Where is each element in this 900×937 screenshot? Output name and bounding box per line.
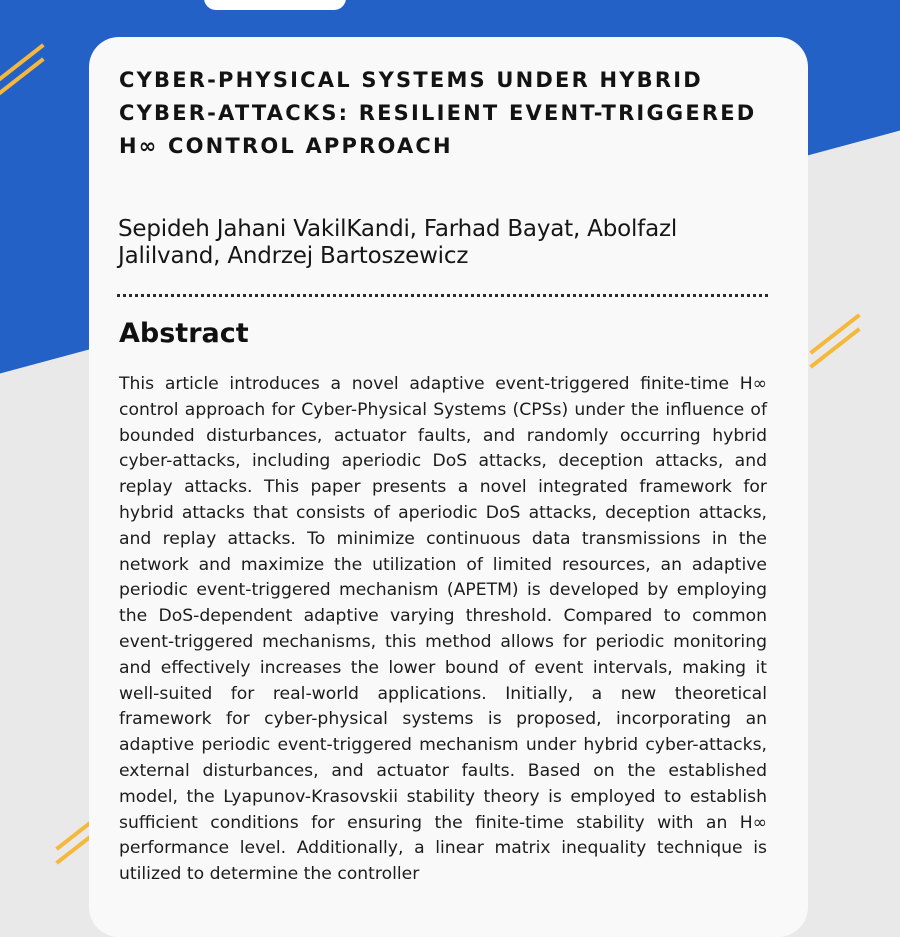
- dotted-divider: [117, 294, 768, 297]
- decorative-stripes-right: [800, 312, 870, 382]
- top-white-tab: [204, 0, 346, 10]
- abstract-heading: Abstract: [119, 318, 249, 349]
- decorative-stripes-top-left: [0, 40, 70, 120]
- paper-authors: Sepideh Jahani VakilKandi, Farhad Bayat, Abolfazl Jalilvand, Andrzej Bartoszewicz: [118, 216, 678, 269]
- abstract-body: This article introduces a novel adaptive event-triggered finite-time H∞ control approach for Cyber-Physical Systems (CPSs) under the influence of bounded disturbances, actuator faults, and randomly occurring hybrid cyber-attacks, including aperiodic DoS attacks, deception attacks, and replay attacks. This paper presents a novel integrated framework for hybrid attacks that consists of aperiodic DoS attacks, deception attacks, and replay attacks. To minimize continuous data transmissions in the network and maximize the utilization of limited resources, an adaptive periodic event-triggered mechanism (APETM) is developed by employing the DoS-dependent adaptive varying threshold. Compared to common event-triggered mechanisms, this method allows for periodic monitoring and effectively increases the lower bound of event intervals, making it well-suited for real-world applications. Initially, a new theoretical framework for cyber-physical systems is proposed, incorporating an adaptive periodic event-triggered mechanism under hybrid cyber-attacks, external disturbances, and actuator faults. Based on the established model, the Lyapunov-Krasovskii stability theory is employed to establish sufficient conditions for ensuring the finite-time stability with an H∞ performance level. Additionally, a linear matrix inequality technique is utilized to determine the controller: [119, 374, 767, 885]
- paper-title: CYBER-PHYSICAL SYSTEMS UNDER HYBRID CYBER-ATTACKS: RESILIENT EVENT-TRIGGERED H∞ CONTROL APPROACH: [119, 68, 757, 158]
